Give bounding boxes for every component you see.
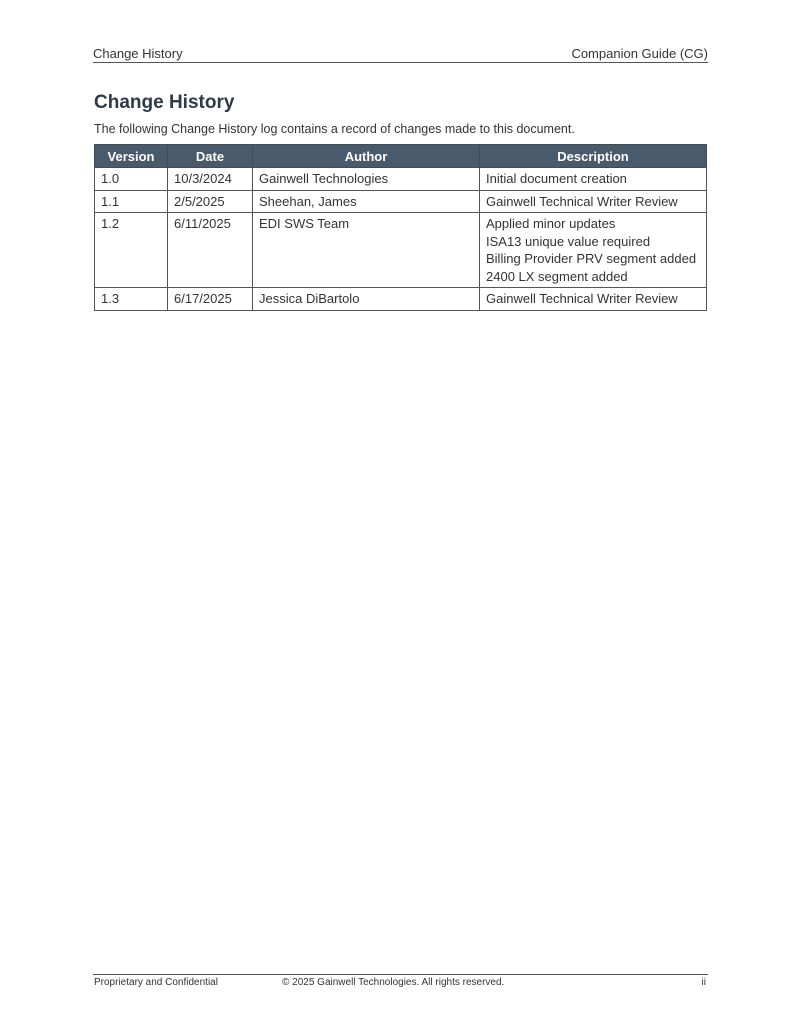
cell-description	[480, 190, 707, 213]
cell-version: 1.1	[95, 190, 168, 213]
footer-confidentiality: Proprietary and Confidential	[94, 977, 218, 988]
column-header-author: Author	[253, 145, 480, 168]
cell-author: Gainwell Technologies	[253, 168, 480, 191]
footer-copyright: © 2025 Gainwell Technologies. All rights reserved.	[282, 977, 505, 988]
page-header	[93, 46, 708, 63]
table-row	[95, 288, 707, 311]
cell-author: Sheehan, James	[253, 190, 480, 213]
cell-date: 2/5/2025	[168, 190, 253, 213]
description-line: Billing Provider PRV segment added	[486, 251, 697, 266]
change-history-table	[94, 144, 707, 311]
section-intro: The following Change History log contains a record of changes made to this document.	[94, 122, 575, 136]
cell-description	[480, 288, 707, 311]
cell-author: Jessica DiBartolo	[253, 288, 480, 311]
description-line: ISA13 unique value required	[486, 233, 651, 249]
section-title: Change History	[94, 92, 235, 113]
cell-date: 6/11/2025	[168, 213, 253, 288]
table-row	[95, 213, 707, 288]
header-document-name: Companion Guide (CG)	[571, 46, 708, 61]
table-row	[95, 190, 707, 213]
column-header-date: Date	[168, 145, 253, 168]
page-footer	[93, 974, 708, 988]
description-line: Gainwell Technical Writer Review	[486, 193, 678, 209]
cell-date: 6/17/2025	[168, 288, 253, 311]
cell-author: EDI SWS Team	[253, 213, 480, 288]
cell-version: 1.2	[95, 213, 168, 288]
cell-version: 1.0	[95, 168, 168, 191]
cell-date: 10/3/2024	[168, 168, 253, 191]
column-header-description: Description	[480, 145, 707, 168]
column-header-version: Version	[95, 145, 168, 168]
table-header-row	[95, 145, 707, 168]
header-section-name: Change History	[93, 46, 183, 61]
description-line: Initial document creation	[486, 171, 627, 186]
description-line: Gainwell Technical Writer Review	[486, 291, 678, 306]
description-line: Applied minor updates	[486, 216, 616, 231]
cell-description	[480, 213, 707, 288]
description-line: 2400 LX segment added	[486, 268, 628, 284]
cell-description	[480, 168, 707, 191]
cell-version: 1.3	[95, 288, 168, 311]
footer-page-number: ii	[701, 977, 706, 988]
table-row	[95, 168, 707, 191]
